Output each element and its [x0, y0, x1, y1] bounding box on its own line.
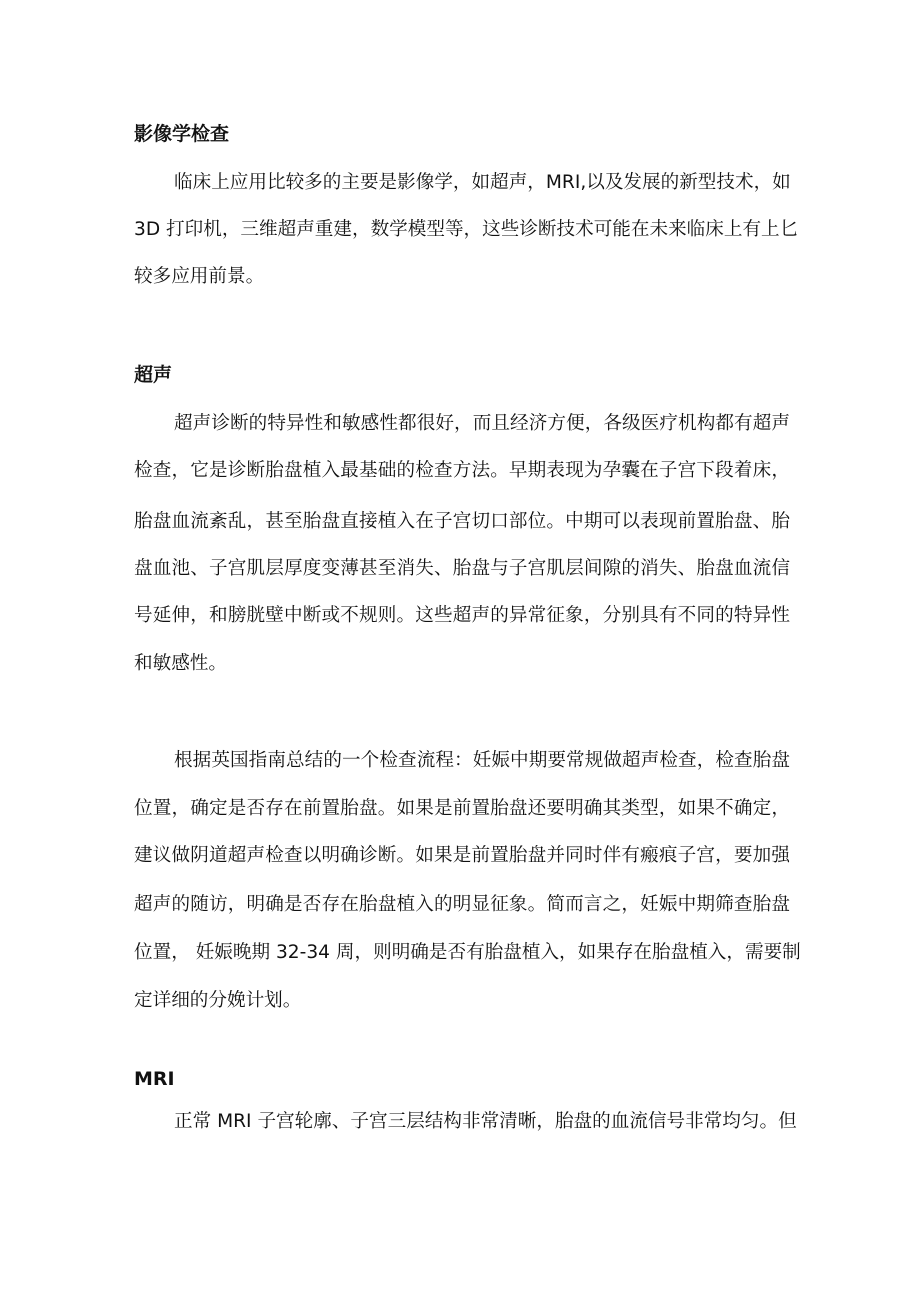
paragraph-line: 超声诊断的特异性和敏感性都很好，而且经济方便，各级医疗机构都有超声: [174, 413, 790, 434]
paragraph-line: 根据英国指南总结的一个检查流程：妊娠中期要常规做超声检查，检查胎盘: [174, 750, 790, 771]
paragraph-line: 正常 MRI 子宫轮廓、子宫三层结构非常清晰，胎盘的血流信号非常均匀。但: [174, 1111, 797, 1132]
paragraph-line: 检查，它是诊断胎盘植入最基础的检查方法。早期表现为孕囊在子宫下段着床，: [134, 460, 790, 481]
section-heading-mri: MRI: [134, 1068, 175, 1090]
paragraph-line: 位置， 妊娠晚期 32-34 周，则明确是否有胎盘植入，如果存在胎盘植入，需要制: [134, 942, 801, 963]
paragraph-line: 定详细的分娩计划。: [134, 990, 302, 1011]
section-heading-imaging: 影像学检查: [134, 123, 230, 145]
paragraph-line: 3D 打印机，三维超声重建，数学模型等，这些诊断技术可能在未来临床上有上匕: [134, 219, 799, 240]
paragraph-line: 和敏感性。: [134, 653, 227, 674]
paragraph-line: 位置，确定是否存在前置胎盘。如果是前置胎盘还要明确其类型，如果不确定，: [134, 798, 790, 819]
paragraph-line: 盘血池、子宫肌层厚度变薄甚至消失、胎盘与子宫肌层间隙的消失、胎盘血流信: [134, 558, 790, 579]
paragraph-line: 超声的随访，明确是否存在胎盘植入的明显征象。简而言之，妊娠中期筛查胎盘: [134, 894, 790, 915]
section-heading-ultrasound: 超声: [134, 364, 173, 386]
paragraph-line: 号延伸，和膀胱壁中断或不规则。这些超声的异常征象，分别具有不同的特异性: [134, 605, 790, 626]
paragraph-line: 较多应用前景。: [134, 266, 265, 287]
paragraph-line: 建议做阴道超声检查以明确诊断。如果是前置胎盘并同时伴有瘢痕子宫，要加强: [134, 845, 790, 866]
paragraph-line: 胎盘血流紊乱，甚至胎盘直接植入在子宫切口部位。中期可以表现前置胎盘、胎: [134, 511, 790, 532]
paragraph-line: 临床上应用比较多的主要是影像学，如超声，MRI,以及发展的新型技术，如: [174, 172, 791, 193]
